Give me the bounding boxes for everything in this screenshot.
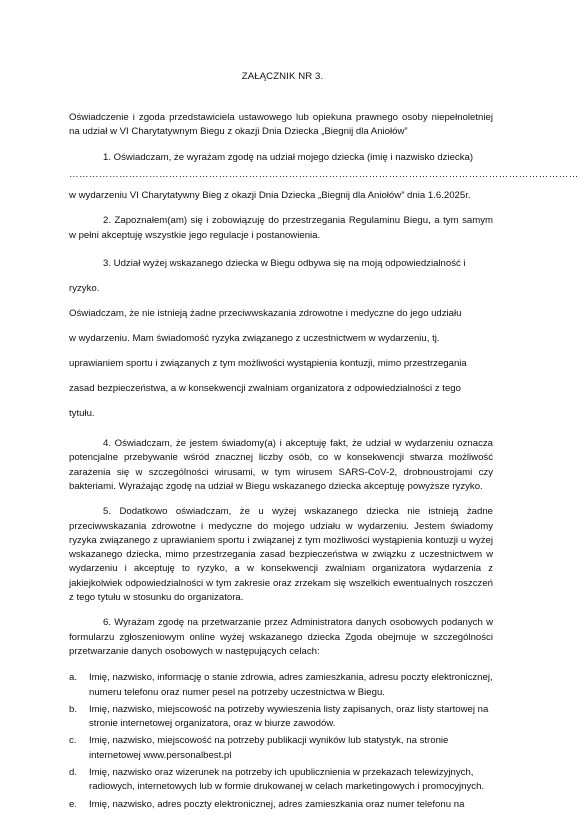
- list-item-text: Imię, nazwisko, miejscowość na potrzeby publikacji wyników lub statystyk, na stronie internetowej www.personalbest.pl: [89, 735, 449, 761]
- list-item-text: Imię, nazwisko, miejscowość na potrzeby wywieszenia listy zapisanych, oraz listy startowej na stronie internetowej organizatora, oraz w biurze zawodów.: [89, 703, 489, 730]
- list-item-text: Imię, nazwisko, informację o stanie zdrowia, adres zamieszkania, adresu poczty elektronicznej, numeru telefonu oraz numer pesel na potrzeby uczestnictwa w Biegu.: [89, 672, 493, 698]
- paragraph-3-line-6: tytułu.: [69, 408, 95, 420]
- paragraph-5: 5. Dodatkowo oświadczam, że u wyżej wskazanego dziecka nie istnieją żadne przeciwwskazania zdrowotne i medyczne do mojego udziału w wydarzeniu. Jestem świadomy ryzyka związanego z uprawianiem sportu i związanej z tym możliwości wystąpienia kontuzji u wyżej wskazanego dziecka, mimo przestrzegania zasad bezpieczeństwa w związku z uczestnictwem w wydarzeniu i akceptuję to ryzyko, a w konsekwencji zwalniam organizatora wydarzenia z jakiejkolwiek odpowiedzialności w tym zakresie oraz zrzekam się wszelkich ewentualnych roszczeń z tego tytułu w stosunku do organizatora.: [69, 506, 493, 604]
- paragraph-3-line-2: Oświadczam, że nie istnieją żadne przeciwwskazania zdrowotne i medyczne do jego udziału: [69, 308, 462, 320]
- list-marker: d.: [69, 767, 78, 779]
- list-marker: a.: [69, 672, 78, 684]
- paragraph-3: [69, 251, 493, 426]
- consent-purpose-list: [69, 671, 493, 812]
- paragraph-3-line-5: zasad bezpieczeństwa, a w konsekwencji zwalniam organizatora z odpowiedzialności z tego: [69, 383, 461, 395]
- paragraph-1-line-2: w wydarzeniu VI Charytatywny Bieg z okazji Dnia Dziecka „Biegnij dla Aniołów” dnia 1.6.2025r.: [69, 190, 471, 202]
- document-body: [69, 111, 579, 815]
- list-item: [69, 671, 493, 700]
- list-marker: b.: [69, 703, 78, 715]
- list-item: [69, 766, 493, 795]
- list-item: [69, 798, 493, 812]
- paragraph-3-line-1: 3. Udział wyżej wskazanego dziecka w Biegu odbywa się na moją odpowiedzialność i ryzyko.: [69, 258, 466, 295]
- list-item: [69, 734, 493, 763]
- intro-paragraph: Oświadczenie i zgoda przedstawiciela ustawowego lub opiekuna prawnego osoby niepełnoletniej na udział w VI Charytatywnym Biegu z okazji Dnia Dziecka „Biegnij dla Aniołów”: [69, 112, 493, 138]
- paragraph-3-line-3: w wydarzeniu. Mam świadomość ryzyka związanego z uczestnictwem w wydarzeniu, tj.: [69, 333, 440, 345]
- paragraph-1-line-1: 1. Oświadczam, że wyrażam zgodę na udział mojego dziecka (imię i nazwisko dziecka): [103, 151, 474, 163]
- list-item-text: Imię, nazwisko, adres poczty elektronicznej, adres zamieszkania oraz numer telefonu na: [89, 798, 465, 810]
- child-name-blank: ………………………………………………………………………………………………………………………………………: [69, 168, 579, 180]
- list-item-text: Imię, nazwisko oraz wizerunek na potrzeby ich upublicznienia w przekazach telewizyjnych, radiowych, internetowych lub w formie drukowanej w celach marketingowych i promocyjnych.: [89, 767, 485, 793]
- list-marker: c.: [69, 735, 77, 747]
- paragraph-4: 4. Oświadczam, że jestem świadomy(a) i akceptuję fakt, że udział w wydarzeniu oznacza potencjalne przebywanie wśród znacznej liczby osób, co w konsekwencji stwarza możliwość zarażenia się w szczególności wirusami, w tym wirusem SARS-CoV-2, drobnoustrojami czy bakteriami. Wyrażając zgodę na udział w Biegu wskazanego dziecka akceptuję powyższe ryzyko.: [69, 438, 493, 492]
- paragraph-3-line-4: uprawianiem sportu i związanych z tym możliwości wystąpienia kontuzji, mimo przestrzegania: [69, 358, 467, 370]
- list-marker: e.: [69, 798, 78, 810]
- paragraph-6: 6. Wyrażam zgodę na przetwarzanie przez Administratora danych osobowych podanych w formularzu zgłoszeniowym online wyżej wskazanego dziecka Zgoda obejmuje w szczególności przetwarzanie danych osobowych w następujących celach:: [69, 617, 493, 657]
- paragraph-2: 2. Zapoznałem(am) się i zobowiązuję do przestrzegania Regulaminu Biegu, a tym samym w pełni akceptuję wszystkie jego regulacje i postanowienia.: [69, 215, 493, 241]
- list-item: [69, 703, 493, 732]
- document-title: ZAŁĄCZNIK NR 3.: [241, 71, 324, 82]
